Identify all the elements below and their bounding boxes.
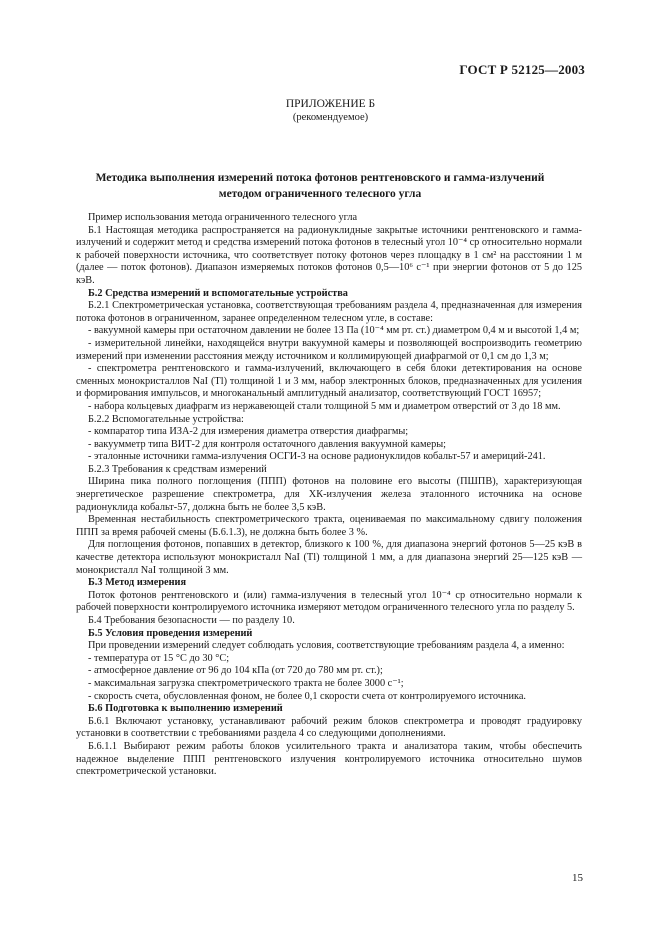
appendix-title: ПРИЛОЖЕНИЕ Б [285, 98, 376, 110]
section-title [60, 170, 580, 202]
paragraph: Б.2.1 Спектрометрическая установка, соответствующая требованиям раздела 4, предназначенная для измерения потока фотонов в ограниченном, заранее определенном телесном угле, в составе: [76, 300, 582, 324]
paragraph: - вакуумметр типа ВИТ-2 для контроля остаточного давления вакуумной камеры; [88, 438, 446, 450]
document-header: ГОСТ Р 52125—2003 [459, 62, 585, 77]
appendix-subtitle: (рекомендуемое) [292, 112, 369, 123]
paragraph: - спектрометра рентгеновского и гамма-излучений, включающего в себя блоки детектирования на основе сменных монокристаллов NaI (Tl) толщиной 1 и 3 мм, набор электронных блоков, предназначенных для усиления и формирования импульсов, и многоканальный амплитудный анализатор, соответствующий ГОСТ 16957; [76, 363, 582, 400]
paragraph: Б.2.3 Требования к средствам измерений [88, 463, 267, 475]
paragraph: Поток фотонов рентгеновского и (или) гамма-излучения в телесный угол 10⁻⁴ ср относительно нормали к рабочей поверхности контролируемого источника измеряют методом ограниченного телесного угла по разделу 5. [76, 589, 582, 614]
subsection-heading: Б.2 Средства измерений и вспомогательные устройства [88, 287, 348, 299]
paragraph: - эталонные источники гамма-излучения ОСГИ-3 на основе радионуклидов кобальт-57 и америций-241. [88, 451, 546, 463]
paragraph: Временная нестабильность спектрометрического тракта, оцениваемая по максимальному сдвигу положения ППП за время рабочей смены (Б.6.1.3), не должна быть более 3 %. [76, 514, 582, 538]
paragraph: Б.4 Требования безопасности — по разделу 10. [88, 615, 295, 626]
paragraph: Б.6.1.1 Выбирают режим работы блоков усилительного тракта и анализатора таким, чтобы обеспечить надежное выделение ППП рентгеновского излучения контролируемого источника относительно шумов спектрометрической установки. [76, 740, 582, 778]
paragraph: Ширина пика полного поглощения (ППП) фотонов на половине его высоты (ПШПВ), характеризующая энергетическое разрешение спектрометра, для ХК-излучения железа эталонного источника на основе радионуклида кобальт-57, должна быть не более 3,5 кэВ. [76, 476, 582, 513]
paragraph: Для поглощения фотонов, попавших в детектор, близкого к 100 %, для диапазона энергий фотонов 5—25 кэВ в качестве детектора используют монокристалл NaI (Tl) толщиной 1 мм, а для диапазона энергий 25—125 кэВ — монокристалл NaI толщиной 3 мм. [76, 539, 582, 576]
document-body [76, 212, 582, 779]
subsection-heading: Б.5 Условия проведения измерений [88, 627, 253, 639]
paragraph: - скорость счета, обусловленная фоном, не более 0,1 скорости счета от контролируемого источника. [88, 690, 526, 702]
paragraph: - температура от 15 °С до 30 °С; [88, 652, 230, 664]
subsection-heading: Б.6 Подготовка к выполнению измерений [88, 703, 283, 715]
paragraph: - измерительной линейки, находящейся внутри вакуумной камеры и позволяющей воспроизводить геометрию измерений при изменении расстояния между источником и коллимирующей диафрагмой от 0,1 см до 1,3 м; [76, 337, 582, 362]
paragraph: - вакуумной камеры при остаточном давлении не более 13 Па (10⁻⁴ мм рт. ст.) диаметром 0,4 м и высотой 1,4 м; [88, 325, 580, 337]
subsection-heading: Б.3 Метод измерения [88, 577, 187, 589]
paragraph: Б.6.1 Включают установку, устанавливают рабочий режим блоков спектрометра и проводят градуировку установки в соответствии с требованиями раздела 4 со следующими дополнениями. [76, 715, 582, 740]
paragraph: - максимальная загрузка спектрометрического тракта не более 3000 с⁻¹; [88, 677, 404, 689]
section-title-line-1: Методика выполнения измерений потока фотонов рентгеновского и гамма-излучений [95, 172, 545, 184]
paragraph: При проведении измерений следует соблюдать условия, соответствующие требованиям раздела 4, а именно: [88, 640, 565, 652]
section-title-line-2: методом ограниченного телесного угла [218, 188, 422, 200]
paragraph: - компаратор типа ИЗА-2 для измерения диаметра отверстия диафрагмы; [88, 426, 409, 438]
paragraph: Б.2.2 Вспомогательные устройства: [88, 413, 244, 425]
paragraph: Пример использования метода ограниченного телесного угла [88, 212, 358, 223]
page-number: 15 [572, 872, 583, 884]
paragraph: - набора кольцевых диафрагм из нержавеющей стали толщиной 5 мм и диаметром отверстий от 3 до 18 мм. [88, 400, 561, 412]
appendix-heading [0, 97, 661, 125]
paragraph: Б.1 Настоящая методика распространяется на радионуклидные закрытые источники рентгеновского и гамма-излучений и содержит метод и средства измерений потока фотонов в телесный угол 10⁻⁴ ср относительно нормали к рабочей поверхности источника, что соответствует потоку фотонов через площадку в 1 см² на расстоянии 1 м (далее — поток фотонов). Диапазон измеряемых потоков фотонов 0,5—10⁶ с⁻¹ при энергии фотонов от 5 до 125 кэВ. [76, 224, 582, 286]
paragraph: - атмосферное давление от 96 до 104 кПа (от 720 до 780 мм рт. ст.); [88, 665, 383, 677]
